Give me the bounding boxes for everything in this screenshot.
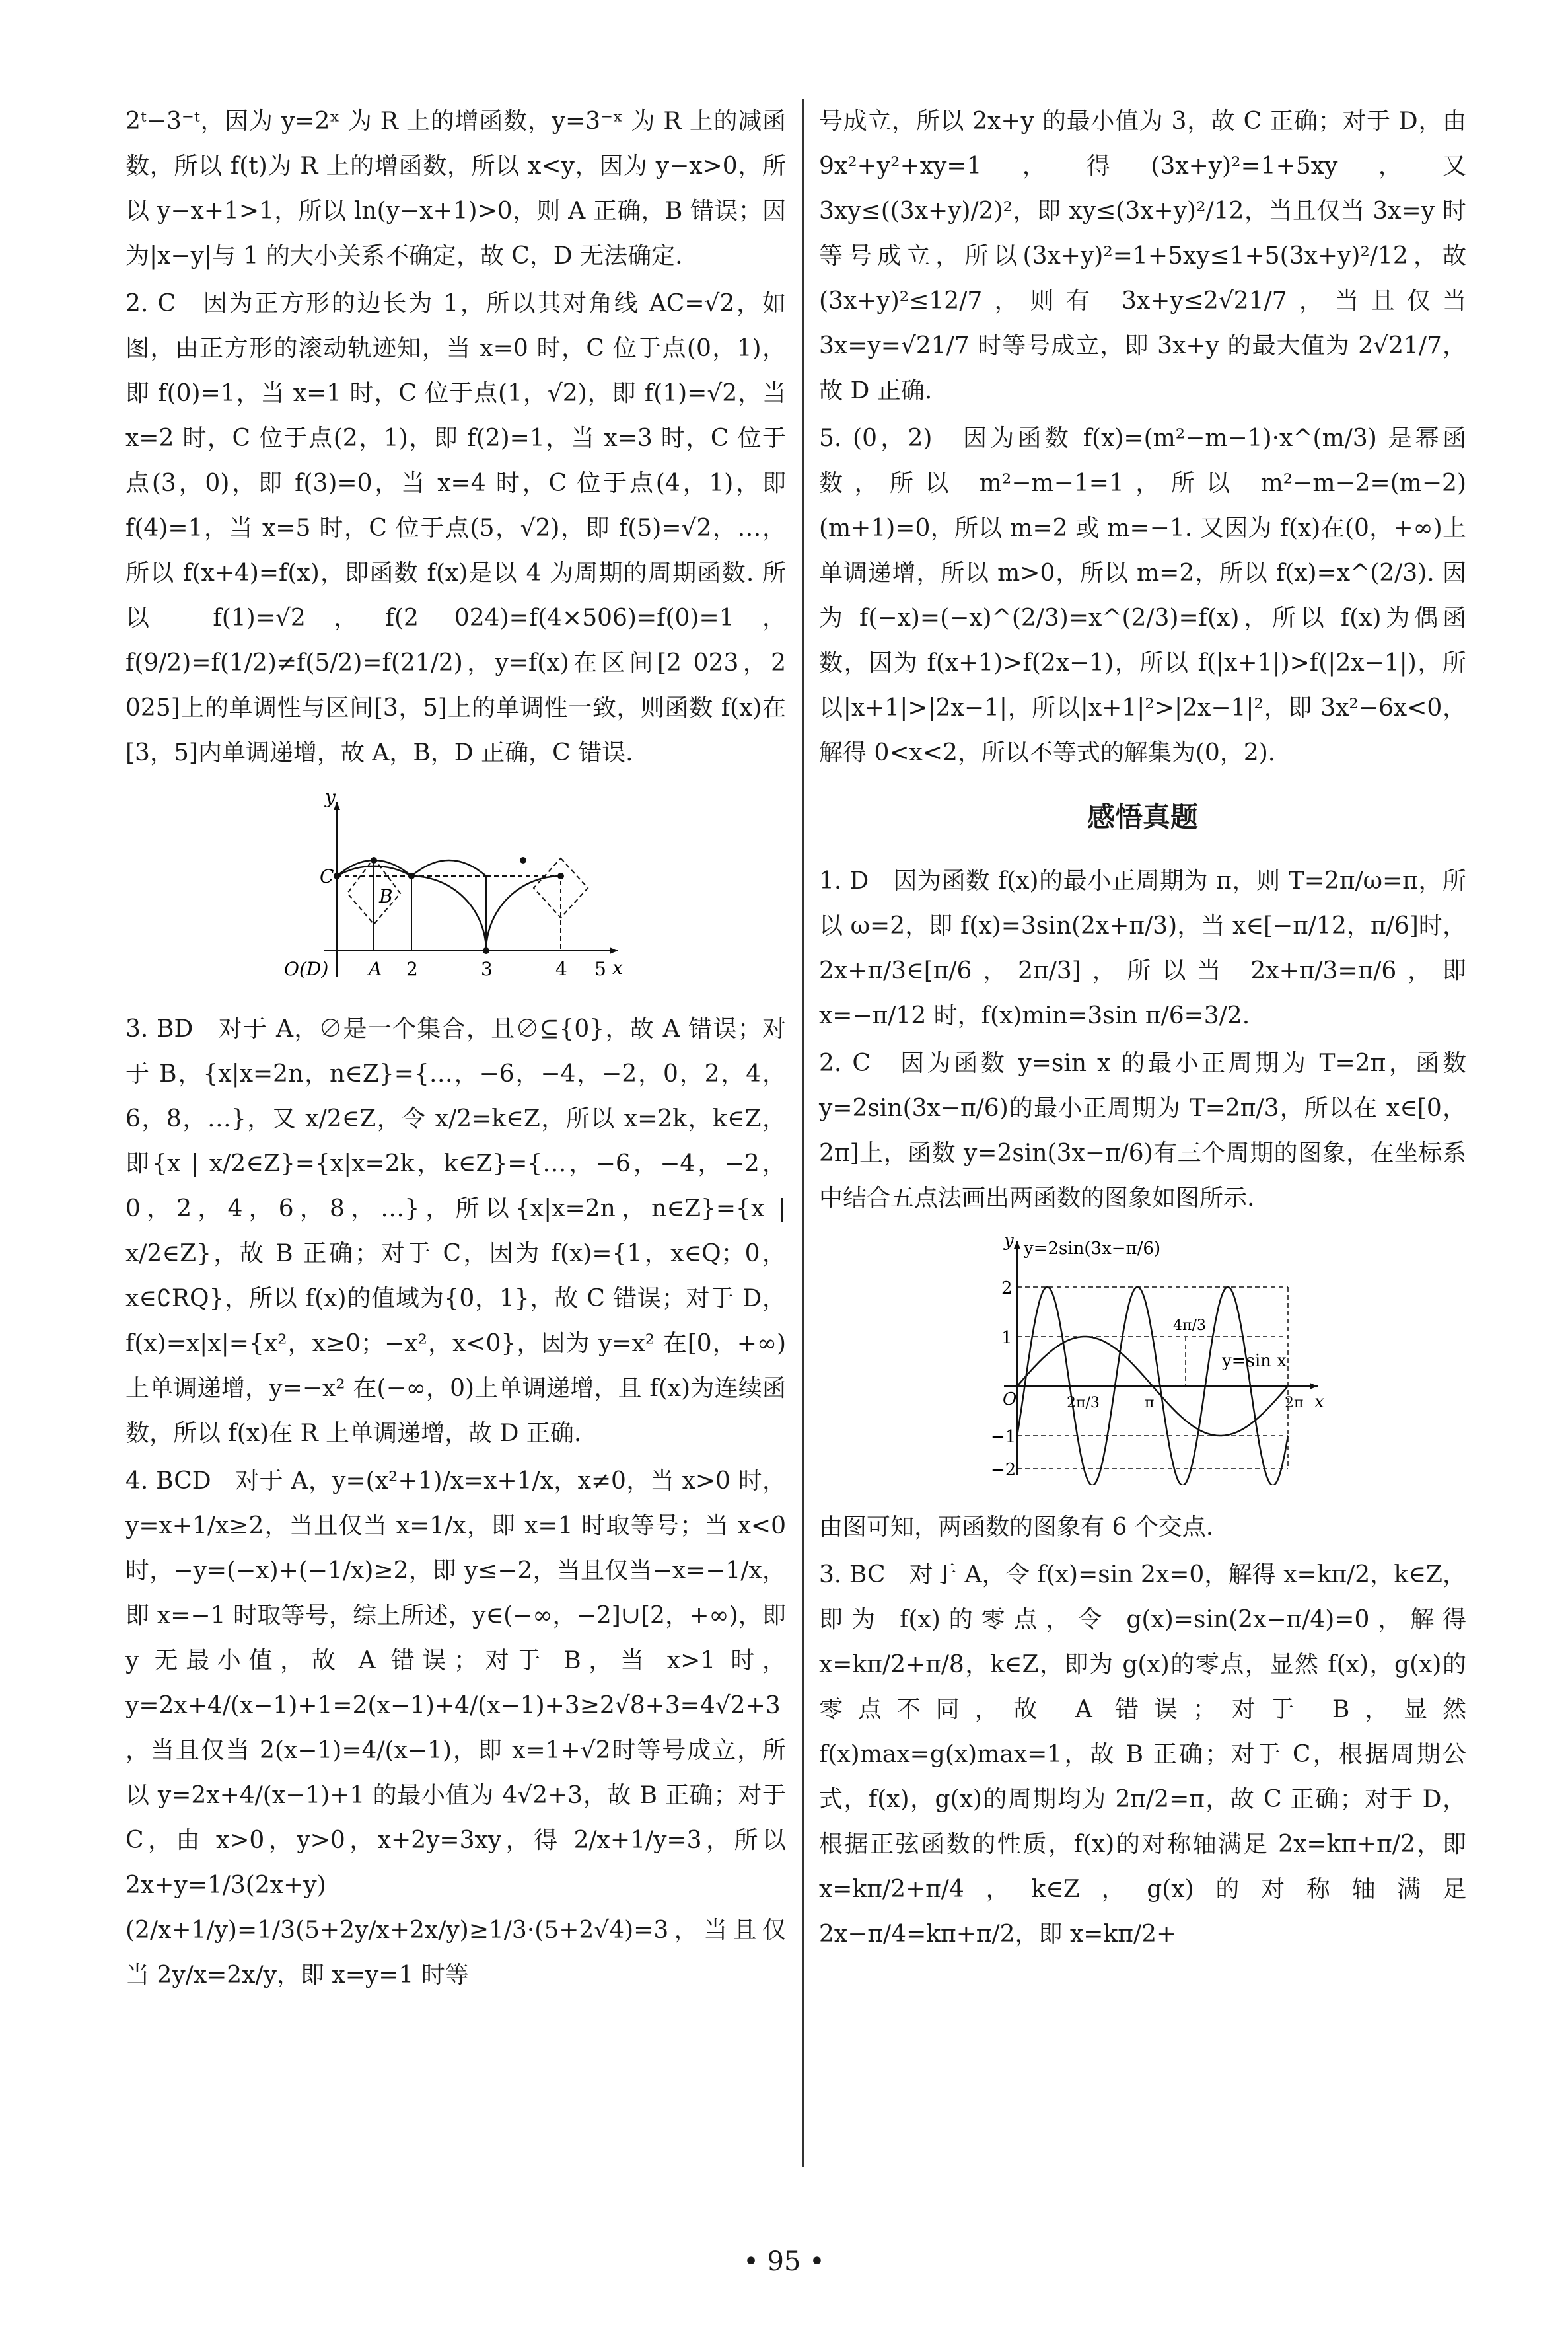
fig1-label-y: y [325, 789, 336, 808]
fig2-tick-2pi: 2π [1285, 1395, 1304, 1411]
fig2-label-curve1: y=2sin(3x−π/6) [1024, 1239, 1161, 1259]
real-question-3-solution: 3. BC 对于 A，令 f(x)=sin 2x=0，解得 x=kπ/2，k∈Z，即为 f(x)的零点，令 g(x)=sin(2x−π/4)=0，解得 x=kπ/2+π/8，k∈Z，即为 g(x)的零点，显然 f(x)，g(x)的零点不同，故 A 错误；对于 B，显然 f(x)max=g(x)max=1，故 B 正确；对于 C，根据周期公式，f(x)，g(x)的周期均为 2π/2=π，故 C 正确；对于 D，根据正弦函数的性质，f(x)的对称轴满足 2x=kπ+π/2，即 x=kπ/2+π/4，k∈Z，g(x)的对称轴满足 2x−π/4=kπ+π/2，即 x=kπ/2+ [819, 1561, 1466, 1948]
question-5-solution: 5. (0，2) 因为函数 f(x)=(m²−m−1)·x^(m/3) 是幂函数，所以 m²−m−1=1，所以 m²−m−2=(m−2)(m+1)=0，所以 m=2 或 m=−1. 又因为 f(x)在(0，+∞)上单调递增，所以 m>0，所以 m=2，所以 f(x)=x^(2/3). 因为 f(−x)=(−x)^(2/3)=x^(2/3)=f(x)，所以 f(x)为偶函数，因为 f(x+1)>f(2x−1)，所以 f(|x+1|)>f(|2x−1|)，所以|x+1|>|2x−1|，所以|x+1|²>|2x−1|²，即 3x²−6x<0，解得 0<x<2，所以不等式的解集为(0，2). [819, 425, 1466, 766]
fig2-label-y: y [1004, 1234, 1014, 1251]
fig1-label-x: x [612, 957, 623, 978]
fig1-tick-2: 2 [406, 958, 418, 980]
question-4-continuation: 号成立，所以 2x+y 的最小值为 3，故 C 正确；对于 D，由 9x²+y²+xy=1，得(3x+y)²=1+5xy，又 3xy≤((3x+y)/2)²，即 xy≤(3x+y)²/12，当且仅当 3x=y 时等号成立，所以(3x+y)²=1+5xy≤1+5(3x+y)²/12，故(3x+y)²≤12/7，则有 3x+y≤2√21/7，当且仅当 3x=y=√21/7 时等号成立，即 3x+y 的最大值为 2√21/7，故 D 正确. [819, 108, 1467, 404]
fig1-trajectory-arc [337, 866, 561, 951]
real-question-1-solution: 1. D 因为函数 f(x)的最小正周期为 π，则 T=2π/ω=π，所以 ω=2，即 f(x)=3sin(2x+π/3)，当 x∈[−π/12，π/6]时，2x+π/3∈[π/6，2π/3]，所以当 2x+π/3=π/6，即 x=−π/12 时，f(x)min=3sin π/6=3/2. [819, 867, 1466, 1029]
fig1-label-A: A [369, 958, 382, 980]
page-number: • 95 • [743, 2246, 825, 2277]
fig1-square-3 [486, 876, 561, 951]
fig2-tick-2pi3: 2π/3 [1067, 1395, 1100, 1411]
left-column [125, 99, 786, 2001]
fig2-label-curve2: y=sin x [1222, 1351, 1287, 1371]
fig2-tick-4pi3: 4π/3 [1173, 1317, 1206, 1334]
fig1-label-origin: O(D) [284, 958, 329, 980]
fig2-tick-m2: −2 [991, 1460, 1016, 1480]
question-4-solution: 4. BCD 对于 A，y=(x²+1)/x=x+1/x，x≠0，当 x>0 时，y=x+1/x≥2，当且仅当 x=1/x，即 x=1 时取等号；当 x<0 时，−y=(−x)+(−1/x)≥2，即 y≤−2，当且仅当−x=−1/x，即 x=−1 时取等号，综上所述，y∈(−∞，−2]∪[2，+∞)，即 y 无最小值，故 A 错误；对于 B，当 x>1 时，y=2x+4/(x−1)+1=2(x−1)+4/(x−1)+3≥2√8+3=4√2+3，当且仅当 2(x−1)=4/(x−1)，即 x=1+√2时等号成立，所以 y=2x+4/(x−1)+1 的最小值为 4√2+3，故 B 正确；对于 C，由 x>0，y>0，x+2y=3xy，得 2/x+1/y=3，所以 2x+y=1/3(2x+y)(2/x+1/y)=1/3(5+2y/x+2x/y)≥1/3·(5+2√4)=3，当且仅当 2y/x=2x/y，即 x=y=1 时等 [125, 1467, 786, 1989]
real-question-2-solution: 2. C 因为函数 y=sin x 的最小正周期为 T=2π，函数 y=2sin(3x−π/6)的最小正周期为 T=2π/3，所以在 x∈[0，2π]上，函数 y=2sin(3x−π/6)有三个周期的图象，在坐标系中结合五点法画出两函数的图象如图所示. [819, 1050, 1466, 1212]
fig2-tick-pi: π [1145, 1395, 1155, 1411]
continuation-paragraph: 2ᵗ−3⁻ᵗ，因为 y=2ˣ 为 R 上的增函数，y=3⁻ˣ 为 R 上的减函数，所以 f(t)为 R 上的增函数，所以 x<y，因为 y−x>0，所以 y−x+1>1，所以 ln(y−x+1)>0，则 A 正确，B 错误；因为|x−y|与 1 的大小关系不确定，故 C，D 无法确定. [125, 108, 786, 270]
real-question-2-conclusion: 由图可知，两函数的图象有 6 个交点. [819, 1514, 1214, 1541]
fig2-tick-1: 1 [1001, 1328, 1013, 1348]
fig2-label-O: O [1003, 1389, 1017, 1409]
fig1-square-2 [411, 876, 486, 951]
fig1-label-B: B [379, 885, 393, 907]
fig1-tick-4: 4 [555, 958, 567, 980]
question-3-solution: 3. BD 对于 A，∅是一个集合，且∅⊆{0}，故 A 错误；对于 B，{x|x=2n，n∈Z}={…，−6，−4，−2，0，2，4，6，8，…}，又 x/2∈Z，令 x/2=k∈Z，所以 x=2k，k∈Z，即{x | x/2∈Z}={x|x=2k，k∈Z}={…，−6，−4，−2，0，2，4，6，8，…}，所以{x|x=2n，n∈Z}={x | x/2∈Z}，故 B 正确；对于 C，因为 f(x)={1，x∈Q；0，x∈∁RQ}，所以 f(x)的值域为{0，1}，故 C 错误；对于 D，f(x)=x|x|={x²，x≥0；−x²，x<0}，因为 y=x² 在[0，+∞)上单调递增，y=−x² 在(−∞，0)上单调递增，且 f(x)为连续函数，所以 f(x)在 R 上单调递增，故 D 正确. [125, 1015, 786, 1447]
fig1-tick-3: 3 [481, 958, 493, 980]
sine-graphs-figure [958, 1234, 1328, 1485]
section-title: 感悟真题 [1087, 801, 1198, 833]
right-column [819, 99, 1466, 1960]
fig2-tick-m1: −1 [991, 1427, 1016, 1447]
question-2-solution: 2. C 因为正方形的边长为 1，所以其对角线 AC=√2，如图，由正方形的滚动轨迹知，当 x=0 时，C 位于点(0，1)，即 f(0)=1，当 x=1 时，C 位于点(1，√2)，即 f(1)=√2，当 x=2 时，C 位于点(2，1)，即 f(2)=1，当 x=3 时，C 位于点(3，0)，即 f(3)=0，当 x=4 时，C 位于点(4，1)，即 f(4)=1，当 x=5 时，C 位于点(5，√2)，即 f(5)=√2，…，所以 f(x+4)=f(x)，即函数 f(x)是以 4 为周期的周期函数. 所以 f(1)=√2，f(2 024)=f(4×506)=f(0)=1，f(9/2)=f(1/2)≠f(5/2)=f(21/2)，y=f(x)在区间[2 023，2 025]上的单调性与区间[3，5]上的单调性一致，则函数 f(x)在[3，5]内单调递增，故 A，B，D 正确，C 错误. [125, 290, 786, 766]
fig2-label-x: x [1314, 1392, 1324, 1412]
fig1-label-C: C [320, 866, 334, 887]
column-divider [802, 99, 804, 2167]
fig2-tick-2: 2 [1001, 1278, 1013, 1298]
fig1-tick-5: 5 [594, 958, 606, 980]
rolling-square-figure [284, 789, 627, 987]
